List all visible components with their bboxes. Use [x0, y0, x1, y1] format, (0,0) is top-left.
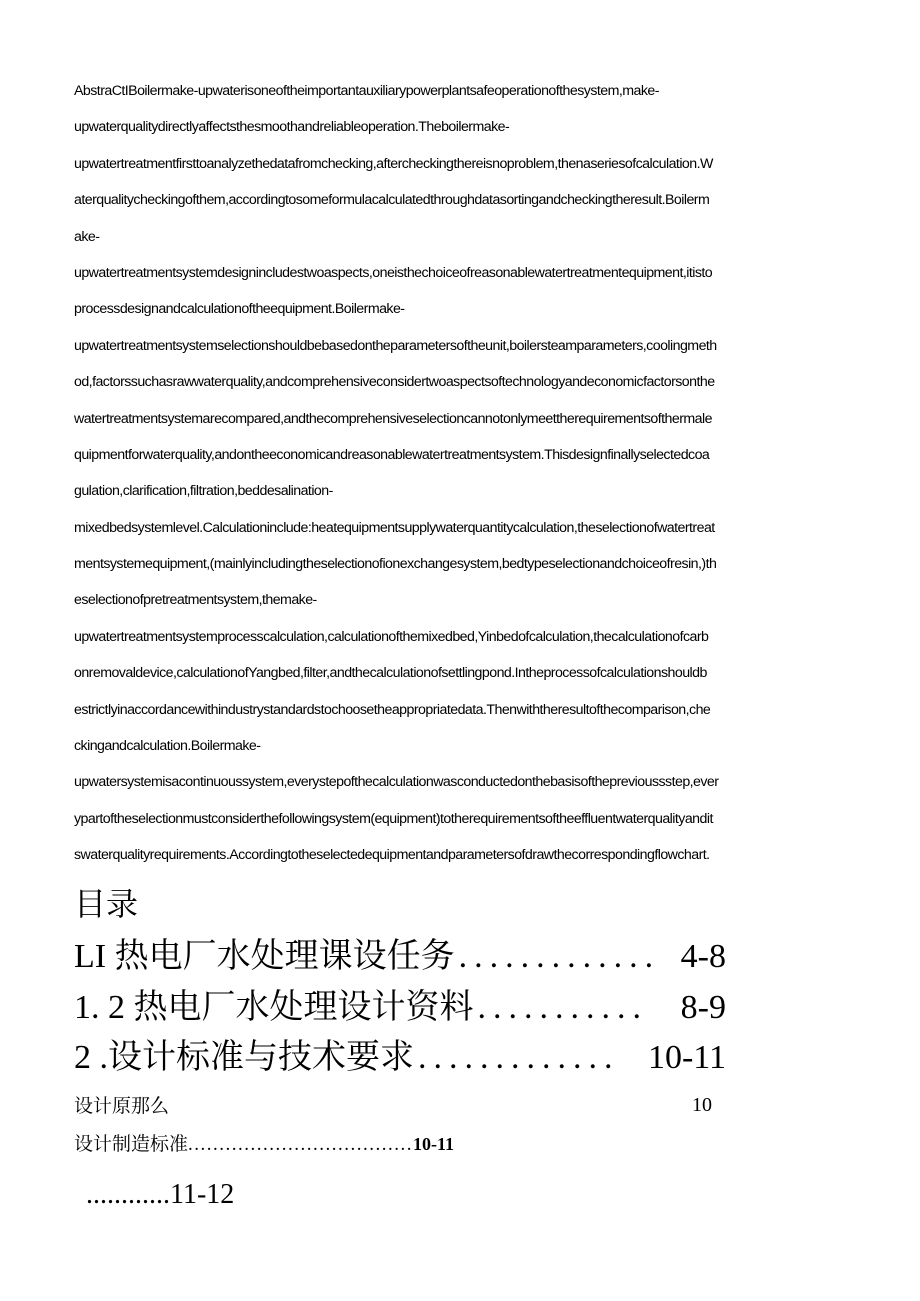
- toc-page-number: 10: [692, 1094, 712, 1116]
- abstract-line: aterqualitycheckingofthem,accordingtosomeformulacalculatedthroughdatasortingandcheckingtheresult.Boilerm: [74, 192, 710, 209]
- toc-entry-title: 2 .设计标准与技术要求: [74, 1039, 414, 1076]
- abstract-line: upwatertreatmentfirsttoanalyzethedatafromchecking,aftercheckingthereisnoproblem,thenaseriesofcalculation.W: [74, 155, 713, 172]
- toc-subentry[interactable]: [86, 1176, 234, 1214]
- toc-subentry[interactable]: [74, 1094, 169, 1120]
- toc-page-number: 11-12: [170, 1179, 235, 1210]
- toc-leader-dots: .............: [418, 1039, 620, 1076]
- abstract-line: quipmentforwaterquality,andontheeconomicandreasonablewatertreatmentsystem.Thisdesignfinallyselectedcoa: [74, 446, 710, 463]
- toc-leader-dots: ...........: [477, 989, 648, 1026]
- abstract-line: ake-: [74, 228, 100, 245]
- toc-entry-title: LI 热电厂水处理课设任务: [74, 938, 455, 975]
- toc-entry[interactable]: [74, 1033, 726, 1083]
- abstract-line: mentsystemequipment,(mainlyincludingtheselectionofionexchangesystem,bedtypeselectionandchoiceofresin,)th: [74, 556, 717, 573]
- abstract-line: upwatersystemisacontinuoussystem,everystepofthecalculationwasconductedonthebasisoftheprevioussstep,ever: [74, 774, 719, 791]
- toc-entry-title: 1. 2 热电厂水处理设计资料: [74, 989, 474, 1026]
- toc-entry[interactable]: [74, 932, 726, 982]
- toc-leader-dots: ............: [86, 1179, 170, 1210]
- abstract-line: ckingandcalculation.Boilermake-: [74, 738, 261, 755]
- abstract-line: swaterqualityrequirements.Accordingtotheselectedequipmentandparametersofdrawthecorrespondingflowchart.: [74, 847, 710, 864]
- abstract-line: watertreatmentsystemarecompared,andthecomprehensiveselectioncannotonlymeettherequirementsofthermale: [74, 410, 712, 427]
- toc-leader-dots: .............: [458, 938, 661, 975]
- abstract-paragraph: [74, 80, 844, 881]
- toc-subentry[interactable]: [74, 1131, 454, 1158]
- abstract-line: estrictlyinaccordancewithindustrystandardstochoosetheappropriatedata.Thenwiththeresultofthecomparison,che: [74, 701, 711, 718]
- abstract-line: upwatertreatmentsystemdesignincludestwoaspects,oneisthechoiceofreasonablewatertreatmentequipment,itisto: [74, 264, 713, 281]
- abstract-line: ypartoftheselectionmustconsiderthefollowingsystem(equipment)totherequirementsoftheeffluentwaterqualityandit: [74, 810, 713, 827]
- abstract-line: gulation,clarification,filtration,beddesalination-: [74, 483, 333, 500]
- toc-heading: 目录: [74, 885, 139, 923]
- abstract-line: od,factorssuchasrawwaterquality,andcomprehensiveconsidertwoaspectsoftechnologyandeconomicfactorsonthe: [74, 374, 715, 391]
- abstract-line: eselectionofpretreatmentsystem,themake-: [74, 592, 317, 609]
- toc-page-number: 10-11: [647, 1039, 726, 1076]
- toc-leader-dots: ....................................: [188, 1134, 414, 1155]
- toc-subentry-title: 设计制造标准: [74, 1134, 189, 1155]
- abstract-line: upwaterqualitydirectlyaffectsthesmoothandreliableoperation.Theboilermake-: [74, 119, 510, 136]
- abstract-line: onremovaldevice,calculationofYangbed,filter,andthecalculationofsettlingpond.Intheprocessofcalculationshouldb: [74, 665, 707, 682]
- toc-subentry-title: 设计原那么: [74, 1096, 170, 1117]
- toc-page-number: 10-11: [413, 1134, 455, 1154]
- abstract-line: processdesignandcalculationoftheequipment.Boilermake-: [74, 301, 405, 318]
- toc-entry[interactable]: [74, 983, 726, 1033]
- abstract-line: upwatertreatmentsystemselectionshouldbebasedontheparametersoftheunit,boilersteamparameters,coolingmeth: [74, 337, 717, 354]
- abstract-line: mixedbedsystemlevel.Calculationinclude:heatequipmentsupplywaterquantitycalculation,theselectionofwatertreat: [74, 519, 715, 536]
- toc-page-number: 8-9: [680, 989, 726, 1026]
- abstract-line: upwatertreatmentsystemprocesscalculation,calculationofthemixedbed,Yinbedofcalculation,thecalculationofcarb: [74, 628, 709, 645]
- toc-page-number: 4-8: [680, 938, 726, 975]
- abstract-line: AbstraCtIBoilermake-upwaterisoneoftheimportantauxiliarypowerplantsafeoperationofthesystem,make-: [74, 83, 659, 99]
